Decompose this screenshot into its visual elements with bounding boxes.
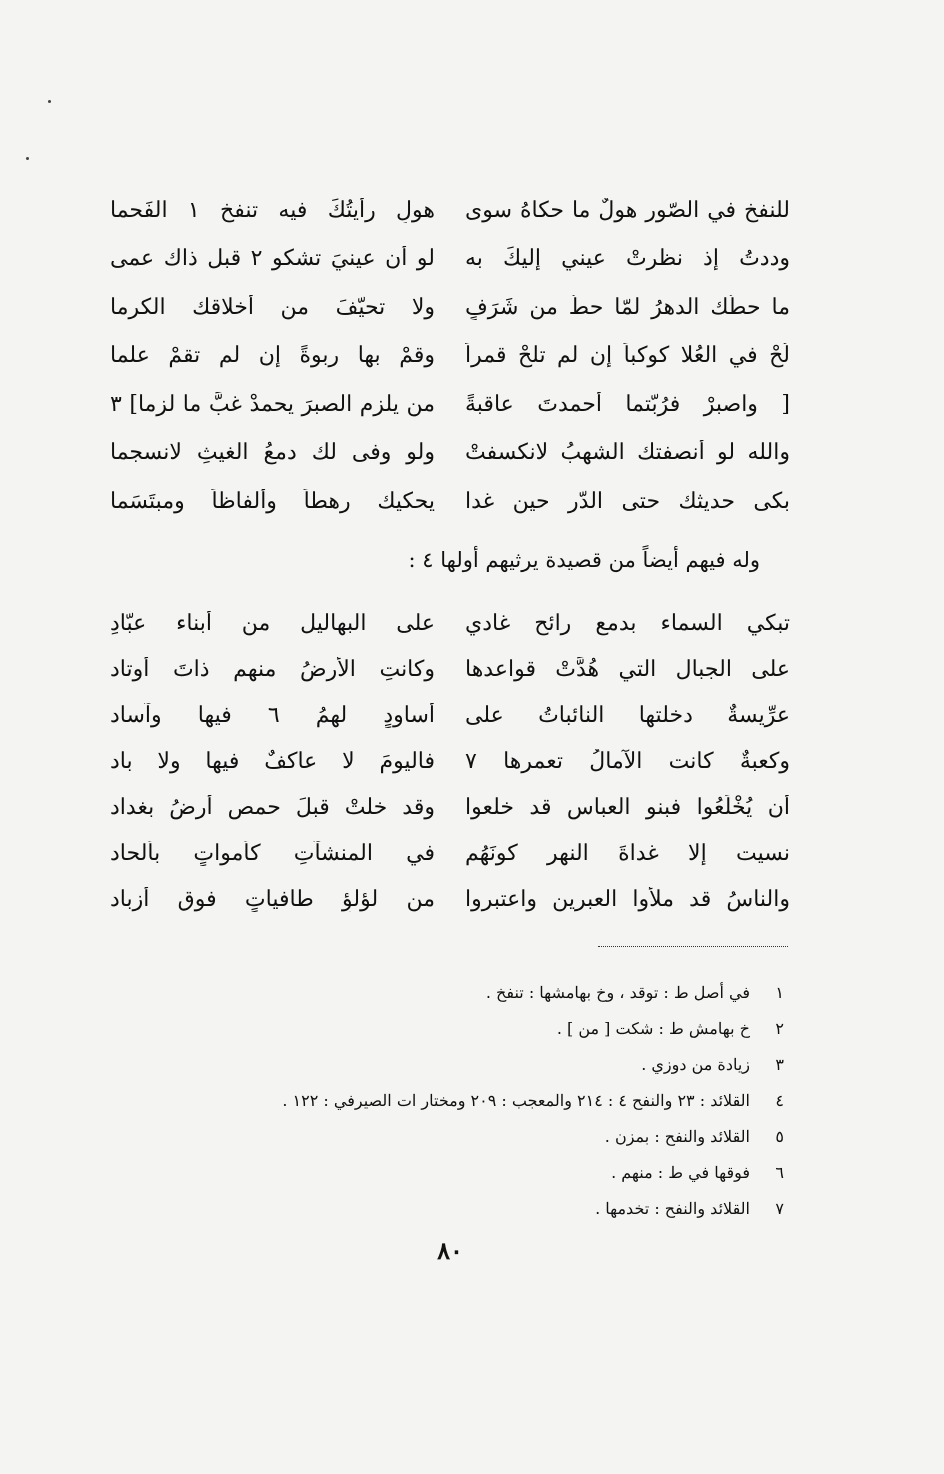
footnote-text: في أصل ط : توقد ، وخ بهامشها : تنفخ . (485, 982, 750, 1002)
first-hemistich: بكى حديثك حتى الدّر حين غدا (465, 488, 790, 514)
second-hemistich: فاليومَ لا عاكفٌ فيها ولا باد (110, 748, 435, 774)
second-hemistich: ولو وفى لك دمعُ الغيثِ لانسجما (110, 440, 435, 466)
footnote-text: القلائد والنفح : تخدمها . (595, 1198, 750, 1218)
footnote-divider (598, 946, 788, 947)
poem-upper (110, 186, 790, 526)
footnote (164, 1154, 784, 1190)
speck (48, 100, 51, 103)
verse (110, 646, 790, 692)
second-hemistich: وقد خلتْ قبلَ حمصٍ أرضُ بغداد (110, 794, 435, 820)
first-hemistich: وددتُ إذ نظرتْ عيني إليكَ به (465, 246, 790, 272)
footnotes (164, 974, 784, 1226)
speck (26, 157, 29, 160)
footnote (164, 1082, 784, 1118)
footnote (164, 974, 784, 1010)
footnote-number: ٤ (775, 1090, 784, 1110)
footnote-number: ٢ (775, 1018, 784, 1038)
first-hemistich: نسيت إلا غداةَ النهرِ كونَهُم (465, 840, 790, 866)
first-hemistich: [ واصبرْ فرُبّتما أحمدتَ عاقبةً (465, 391, 790, 417)
first-hemistich: على الجبال التي هُدَّتْ قواعدها (465, 656, 790, 682)
verse (110, 235, 790, 284)
footnote-number: ٦ (775, 1162, 784, 1182)
footnote-text: القلائد والنفح : بمزن . (604, 1126, 750, 1146)
second-hemistich: أساوِدٍ لهمُ ٦ فيها وآساد (110, 702, 435, 728)
second-hemistich: وقمْ بها ربوةً إن لم تقمْ علما (110, 343, 435, 369)
footnote-text: خ بهامش ط : شكت [ من ] . (556, 1018, 750, 1038)
footnote-text: فوقها في ط : منهم . (611, 1162, 750, 1182)
first-hemistich: للنفخ في الصّورِ هولٌ ما حكاهُ سوى (465, 197, 790, 223)
second-hemistich: هولٍ رأيتُكَ فيه تنفخ ١ الفَحما (110, 197, 435, 223)
verse (110, 429, 790, 478)
poem-lower (110, 600, 790, 922)
first-hemistich: أن يُخْلَعُوا فبنو العباس قد خلعوا (465, 794, 790, 820)
first-hemistich: والناسُ قد ملأوا العبرين واعتبروا (465, 886, 790, 912)
footnote-text: القلائد : ٢٣ والنفح ٤ : ٢١٤ والمعجب : ٢٠٩ ومختار ات الصيرفي : ١٢٢ . (282, 1090, 750, 1110)
footnote-text: زيادة من دوزي . (641, 1054, 750, 1074)
verse (110, 830, 790, 876)
footnote-number: ١ (775, 982, 784, 1002)
footnote-number: ٧ (775, 1198, 784, 1218)
first-hemistich: تبكي السماء بدمعٍ رائحٍ غادي (465, 610, 790, 636)
first-hemistich: والله لو أنصفتك الشهبُ لانكسفتْ (465, 440, 790, 466)
first-hemistich: عرِّيسةٌ دخلتها النائباتُ على (465, 702, 790, 728)
second-hemistich: على البهاليل من أبناء عبّادِ (110, 610, 435, 636)
footnote (164, 1010, 784, 1046)
first-hemistich: وكعبةٌ كانت الآمالُ تعمرها ٧ (465, 748, 790, 774)
second-hemistich: ولا تحيّفَ من أخلاقك الكرما (110, 294, 435, 320)
footnote-number: ٥ (775, 1126, 784, 1146)
verse (110, 784, 790, 830)
second-hemistich: وكانتِ الأرضُ منهم ذاتَ أوتاد (110, 656, 435, 682)
footnote-number: ٣ (775, 1054, 784, 1074)
page-number: ٨٠ (437, 1236, 463, 1265)
verse (110, 477, 790, 526)
second-hemistich: لو أن عينيَ تشكو ٢ قبل ذاك عمى (110, 246, 435, 272)
footnote (164, 1118, 784, 1154)
verse (110, 283, 790, 332)
verse (110, 600, 790, 646)
verse (110, 186, 790, 235)
footnote (164, 1190, 784, 1226)
verse (110, 380, 790, 429)
footnote (164, 1046, 784, 1082)
poem-introduction: وله فيهم أيضاً من قصيدة يرثيهم أولها ٤ : (408, 548, 760, 572)
verse (110, 738, 790, 784)
verse (110, 692, 790, 738)
first-hemistich: لُحْ في العُلا كوكباً إن لم تلحْ قمراً (465, 343, 790, 369)
second-hemistich: في المنشآتِ كأمواتٍ بألحاد (110, 840, 435, 866)
second-hemistich: من لؤلؤٍ طافياتٍ فوق أزباد (110, 886, 435, 912)
second-hemistich: يحكيك رهطاً وألفاظاً ومبتَسَما (110, 488, 435, 514)
verse (110, 332, 790, 381)
first-hemistich: ما حطّك الدهرُ لمّا حطّ من شَرَفٍ (465, 294, 790, 320)
second-hemistich: من يلزم الصبرَ يحمدْ غبَّ ما لزما] ٣ (110, 391, 435, 417)
verse (110, 876, 790, 922)
